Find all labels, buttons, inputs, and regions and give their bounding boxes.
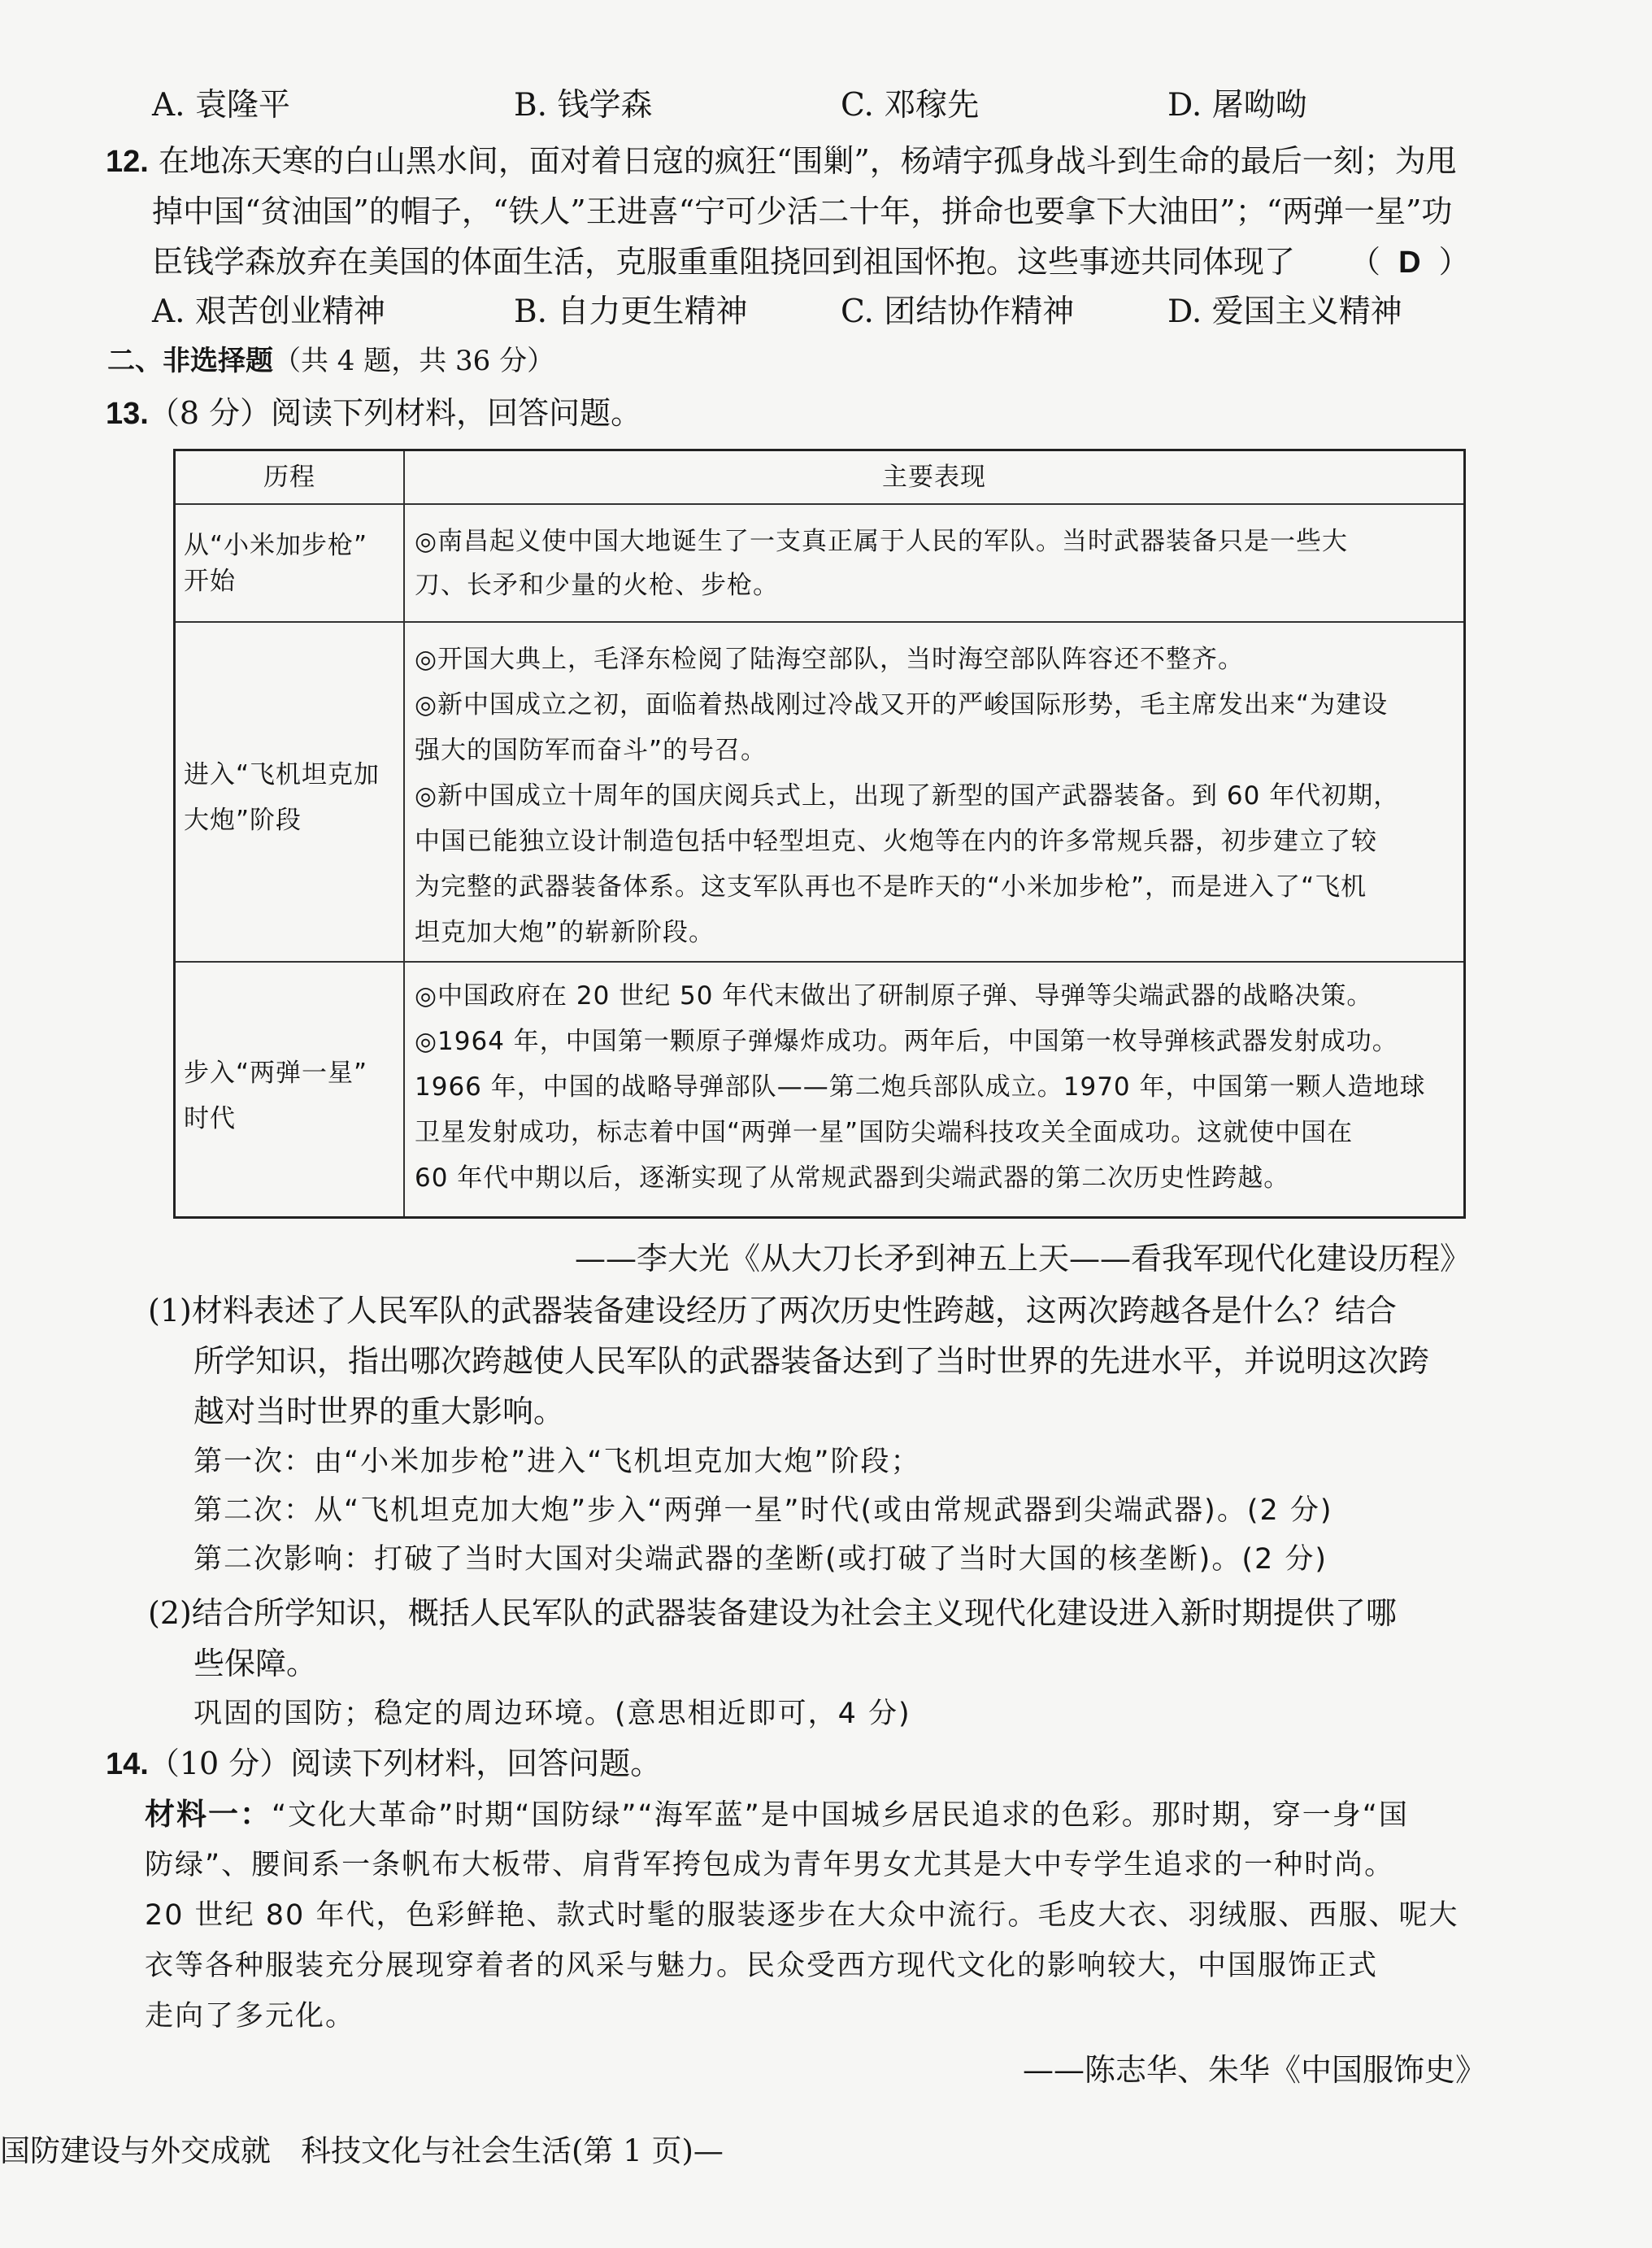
q14-intro-line (106, 1744, 661, 1784)
content-line: ◎新中国成立之初，面临着热战刚过冷战又开的严峻国际形势，毛主席发出来“为建设 (415, 690, 1389, 720)
q14-material1-line-3: 20 世纪 80 年代，色彩鲜艳、款式时髦的服装逐步在大众中流行。毛皮大衣、羽绒服、西服、呢大 (145, 1899, 1459, 1932)
q12-option-d: D. 爱国主义精神 (1167, 294, 1402, 330)
stage-line: 大炮”阶段 (184, 806, 302, 835)
stage-line: 时代 (184, 1104, 236, 1133)
q13-number: 13. (106, 397, 149, 431)
table-header-divider (176, 503, 1463, 505)
content-line: 强大的国防军而奋斗”的号召。 (415, 736, 767, 765)
content-line: 卫星发射成功，标志着中国“两弹一星”国防尖端科技攻关全面成功。这就使中国在 (415, 1118, 1354, 1147)
content-line: 坦克加大炮”的崭新阶段。 (415, 918, 715, 947)
q13-sub2-answer: 巩固的国防；稳定的周边环境。(意思相近即可，4 分) (193, 1698, 911, 1730)
q14-source: ——陈志华、朱华《中国服饰史》 (1023, 2052, 1487, 2088)
table-row-3-content (415, 973, 1426, 1201)
content-line: 刀、长矛和少量的火枪、步枪。 (415, 571, 779, 600)
q13-sub2-line-1: (2)结合所学知识，概括人民军队的武器装备建设为社会主义现代化建设进入新时期提供了哪 (148, 1595, 1397, 1631)
q14-number: 14. (106, 1747, 149, 1781)
q12-paren-open: （ (1350, 244, 1381, 280)
q13-intro-line (106, 394, 641, 433)
content-line: ◎中国政府在 20 世纪 50 年代末做出了研制原子弹、导弹等尖端武器的战略决策。 (415, 981, 1373, 1011)
page-footer: 国防建设与外交成就 科技文化与社会生活(第 1 页)— (0, 2133, 724, 2168)
content-line: ◎开国大典上，毛泽东检阅了陆海空部队，当时海空部队阵容还不整齐。 (415, 645, 1245, 674)
q11-option-b: B. 钱学森 (514, 87, 653, 124)
table-row-2-stage (184, 752, 397, 843)
q13-sub1-answer-3: 第二次影响：打破了当时大国对尖端武器的垄断(或打破了当时大国的核垄断)。(2 分) (193, 1543, 1328, 1576)
content-line: 为完整的武器装备体系。这支军队再也不是昨天的“小米加步枪”，而是进入了“飞机 (415, 872, 1367, 902)
q13-source: ——李大光《从大刀长矛到神五上天——看我军现代化建设历程》 (575, 1241, 1472, 1276)
q14-material1-line-1 (145, 1795, 1409, 1835)
q12-stem-line-1: 在地冻天寒的白山黑水间，面对着日寇的疯狂“围剿”，杨靖宇孤身战斗到生命的最后一刻；为甩 (158, 143, 1457, 179)
q13-sub1-answer-2: 第二次：从“飞机坦克加大炮”步入“两弹一星”时代(或由常规武器到尖端武器)。(2 分) (193, 1494, 1333, 1527)
q14-material1-line-2: 防绿”、腰间系一条帆布大板带、肩背军挎包成为青年男女尤其是大中专学生追求的一种时尚。 (145, 1849, 1395, 1881)
table-header-stage: 历程 (263, 463, 315, 492)
stage-line: 步入“两弹一星” (184, 1059, 368, 1088)
content-line: 中国已能独立设计制造包括中轻型坦克、火炮等在内的许多常规兵器，初步建立了较 (415, 827, 1377, 856)
q13-sub1-line-1: (1)材料表述了人民军队的武器装备建设经历了两次历史性跨越，这两次跨越各是什么？结合 (148, 1293, 1397, 1328)
q13-sub1-line-2: 所学知识，指出哪次跨越使人民军队的武器装备达到了当时世界的先进水平，并说明这次跨 (193, 1343, 1430, 1379)
material1-text: “文化大革命”时期“国防绿”“海军蓝”是中国城乡居民追求的色彩。那时期，穿一身“国 (272, 1799, 1409, 1832)
table-column-divider (403, 451, 405, 1216)
table-row-2-content (415, 637, 1399, 955)
q14-material1-line-5: 走向了多元化。 (145, 2000, 356, 2033)
q12-paren-close: ） (1438, 244, 1470, 280)
content-line: ◎新中国成立十周年的国庆阅兵式上，出现了新型的国产武器装备。到 60 年代初期， (415, 781, 1400, 811)
q12-stem-line-2: 掉中国“贫油国”的帽子，“铁人”王进喜“宁可少活二十年，拼命也要拿下大油田”；“两弹一星”功 (152, 193, 1453, 229)
q13-intro: （8 分）阅读下列材料，回答问题。 (148, 395, 642, 431)
content-line: 60 年代中期以后，逐渐实现了从常规武器到尖端武器的第二次历史性跨越。 (415, 1163, 1290, 1193)
section-note: （共 4 题，共 36 分） (273, 345, 555, 377)
content-line: ◎南昌起义使中国大地诞生了一支真正属于人民的军队。当时武器装备只是一些大 (415, 527, 1349, 556)
section-title: 二、非选择题 (107, 345, 273, 377)
q12-number: 12. (106, 145, 149, 179)
q12-answer-box (1350, 242, 1470, 282)
q12-option-c: C. 团结协作精神 (841, 294, 1075, 330)
q12-first-line (106, 141, 1457, 181)
material1-label: 材料一： (145, 1798, 272, 1831)
q14-intro: （10 分）阅读下列材料，回答问题。 (148, 1746, 662, 1781)
content-line: ◎1964 年，中国第一颗原子弹爆炸成功。两年后，中国第一枚导弹核武器发射成功。 (415, 1027, 1398, 1056)
q11-option-c: C. 邓稼先 (841, 87, 980, 124)
stage-line: 开始 (184, 567, 236, 596)
table-row-divider (176, 961, 1463, 963)
q13-sub1-answer-1: 第一次：由“小米加步枪”进入“飞机坦克加大炮”阶段； (193, 1446, 921, 1478)
table-row-1-content (415, 520, 1348, 607)
q13-sub2-line-2: 些保障。 (193, 1646, 318, 1681)
q11-option-d: D. 屠呦呦 (1167, 87, 1307, 124)
section-heading (107, 341, 554, 380)
stage-line: 进入“飞机坦克加 (184, 760, 380, 789)
table-header-content: 主要表现 (882, 463, 986, 492)
q12-option-b: B. 自力更生精神 (514, 294, 748, 330)
table-row-1-stage (184, 528, 397, 599)
content-line: 1966 年，中国的战略导弹部队——第二炮兵部队成立。1970 年，中国第一颗人造地球 (415, 1072, 1426, 1102)
q12-stem-line-3: 臣钱学森放弃在美国的体面生活，克服重重阻挠回到祖国怀抱。这些事迹共同体现了 (152, 244, 1296, 280)
stage-line: 从“小米加步枪” (184, 531, 368, 560)
table-row-3-stage (184, 1050, 397, 1141)
table-row-divider (176, 621, 1463, 623)
q13-sub1-line-3: 越对当时世界的重大影响。 (193, 1394, 565, 1429)
q12-answer: D (1398, 246, 1421, 280)
q11-option-a: A. 袁隆平 (152, 87, 290, 124)
q14-material1-line-4: 衣等各种服装充分展现穿着者的风采与魅力。民众受西方现代文化的影响较大，中国服饰正式 (145, 1950, 1379, 1982)
q12-option-a: A. 艰苦创业精神 (152, 294, 385, 330)
q13-table (173, 449, 1466, 1219)
